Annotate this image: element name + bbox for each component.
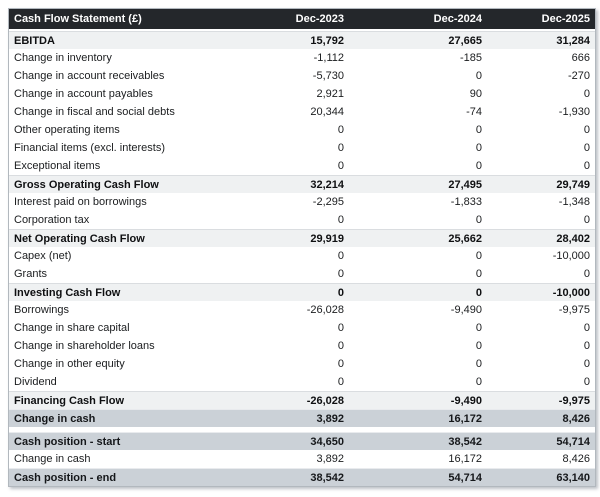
column-header-dec-2025: Dec-2025 — [541, 13, 590, 25]
row-value-dec-2025: -1,930 — [558, 106, 590, 118]
table-row — [9, 301, 595, 319]
row-value-dec-2024: 25,662 — [448, 232, 482, 245]
row-value-dec-2024: 16,172 — [448, 453, 482, 465]
row-value-dec-2024: 0 — [475, 214, 482, 226]
table-row — [9, 229, 595, 247]
row-value-dec-2024: 27,665 — [448, 34, 482, 47]
row-value-dec-2024: 0 — [475, 70, 482, 82]
row-value-dec-2023: 2,921 — [316, 88, 344, 100]
row-label: Net Operating Cash Flow — [14, 232, 145, 245]
row-label: Interest paid on borrowings — [14, 196, 147, 208]
row-value-dec-2025: 0 — [583, 160, 590, 172]
row-value-dec-2025: 0 — [583, 268, 590, 280]
table-row — [9, 283, 595, 301]
row-value-dec-2025: 0 — [583, 340, 590, 352]
column-header-dec-2024: Dec-2024 — [433, 13, 482, 25]
row-value-dec-2024: 16,172 — [448, 412, 482, 425]
row-value-dec-2024: 54,714 — [448, 471, 482, 484]
row-value-dec-2023: 34,650 — [310, 435, 344, 448]
row-label: Change in account payables — [14, 88, 153, 100]
row-value-dec-2023: 3,892 — [316, 453, 344, 465]
row-label: Financial items (excl. interests) — [14, 142, 165, 154]
row-value-dec-2025: 8,426 — [562, 412, 590, 425]
table-row — [9, 175, 595, 193]
row-label: Change in account receivables — [14, 70, 165, 82]
row-value-dec-2023: 0 — [337, 160, 344, 172]
row-value-dec-2024: 27,495 — [448, 178, 482, 191]
row-value-dec-2024: 0 — [475, 250, 482, 262]
row-value-dec-2024: 0 — [475, 376, 482, 388]
row-value-dec-2023: 32,214 — [310, 178, 344, 191]
table-row — [9, 121, 595, 139]
row-value-dec-2025: 28,402 — [556, 232, 590, 245]
row-label: Corporation tax — [14, 214, 90, 226]
column-header-dec-2023: Dec-2023 — [295, 13, 344, 25]
row-label: Change in inventory — [14, 52, 112, 64]
table-row — [9, 157, 595, 175]
row-value-dec-2023: 0 — [337, 340, 344, 352]
row-value-dec-2023: 0 — [337, 268, 344, 280]
row-value-dec-2023: 0 — [337, 124, 344, 136]
row-value-dec-2024: -1,833 — [450, 196, 482, 208]
row-value-dec-2025: 63,140 — [556, 471, 590, 484]
row-label: Change in other equity — [14, 358, 125, 370]
table-body — [9, 31, 595, 486]
row-value-dec-2025: -9,975 — [558, 304, 590, 316]
row-value-dec-2023: 0 — [337, 214, 344, 226]
row-value-dec-2025: 31,284 — [556, 34, 590, 47]
row-label: Financing Cash Flow — [14, 394, 125, 407]
row-value-dec-2025: 0 — [583, 358, 590, 370]
row-label: Change in share capital — [14, 322, 130, 334]
row-label: Other operating items — [14, 124, 120, 136]
row-value-dec-2025: 8,426 — [562, 453, 590, 465]
table-title: Cash Flow Statement (£) — [14, 13, 142, 25]
row-value-dec-2024: 0 — [475, 268, 482, 280]
table-row — [9, 450, 595, 468]
row-label: Exceptional items — [14, 160, 101, 172]
row-value-dec-2023: 29,919 — [310, 232, 344, 245]
row-label: Change in shareholder loans — [14, 340, 155, 352]
row-value-dec-2023: -1,112 — [313, 52, 344, 64]
table-row — [9, 373, 595, 391]
row-value-dec-2023: 20,344 — [310, 106, 344, 118]
row-value-dec-2024: -185 — [459, 52, 482, 64]
row-value-dec-2023: 38,542 — [310, 471, 344, 484]
cashflow-table — [8, 8, 596, 487]
row-label: Cash position - end — [14, 471, 117, 484]
row-value-dec-2025: 0 — [583, 124, 590, 136]
row-value-dec-2024: 0 — [475, 322, 482, 334]
row-value-dec-2023: -5,730 — [312, 70, 344, 82]
row-value-dec-2025: 0 — [583, 322, 590, 334]
row-value-dec-2024: -74 — [466, 106, 482, 118]
table-row — [9, 139, 595, 157]
row-value-dec-2024: 38,542 — [448, 435, 482, 448]
row-value-dec-2025: 54,714 — [556, 435, 590, 448]
row-value-dec-2023: -2,295 — [312, 196, 344, 208]
table-row — [9, 319, 595, 337]
row-value-dec-2025: -9,975 — [558, 394, 590, 407]
row-value-dec-2025: 666 — [571, 52, 590, 64]
row-value-dec-2025: 0 — [583, 88, 590, 100]
row-label: Dividend — [14, 376, 57, 388]
row-value-dec-2025: -10,000 — [552, 250, 590, 262]
row-value-dec-2023: -26,028 — [306, 394, 344, 407]
row-value-dec-2025: -10,000 — [552, 286, 590, 299]
row-value-dec-2024: 0 — [475, 124, 482, 136]
row-label: Change in cash — [14, 412, 96, 425]
row-label: Grants — [14, 268, 48, 280]
table-row — [9, 337, 595, 355]
row-value-dec-2024: -9,490 — [450, 394, 482, 407]
row-value-dec-2025: 29,749 — [556, 178, 590, 191]
row-value-dec-2023: 0 — [337, 142, 344, 154]
row-value-dec-2024: 90 — [469, 88, 482, 100]
table-row — [9, 49, 595, 67]
row-value-dec-2024: 0 — [475, 286, 482, 299]
row-label: Investing Cash Flow — [14, 286, 121, 299]
row-label: Cash position - start — [14, 435, 121, 448]
row-value-dec-2024: -9,490 — [450, 304, 482, 316]
table-row — [9, 391, 595, 409]
row-value-dec-2023: 0 — [337, 376, 344, 388]
row-value-dec-2023: 0 — [337, 250, 344, 262]
table-row — [9, 211, 595, 229]
table-row — [9, 432, 595, 450]
row-value-dec-2023: 0 — [337, 358, 344, 370]
table-row — [9, 409, 595, 427]
row-value-dec-2023: 15,792 — [310, 34, 344, 47]
row-value-dec-2024: 0 — [475, 142, 482, 154]
row-value-dec-2023: 0 — [337, 286, 344, 299]
table-header-row — [9, 9, 595, 29]
row-value-dec-2024: 0 — [475, 358, 482, 370]
row-value-dec-2024: 0 — [475, 160, 482, 172]
row-label: Change in cash — [14, 453, 91, 465]
row-label: Capex (net) — [14, 250, 72, 262]
table-row — [9, 85, 595, 103]
row-value-dec-2023: 3,892 — [316, 412, 344, 425]
row-value-dec-2023: 0 — [337, 322, 344, 334]
row-value-dec-2025: 0 — [583, 142, 590, 154]
row-value-dec-2023: -26,028 — [306, 304, 344, 316]
row-value-dec-2025: -1,348 — [558, 196, 590, 208]
row-label: Change in fiscal and social debts — [14, 106, 175, 118]
table-row — [9, 193, 595, 211]
table-row — [9, 67, 595, 85]
row-value-dec-2025: 0 — [583, 376, 590, 388]
table-row — [9, 468, 595, 486]
row-value-dec-2025: -270 — [567, 70, 590, 82]
row-label: Borrowings — [14, 304, 70, 316]
row-label: Gross Operating Cash Flow — [14, 178, 159, 191]
table-row — [9, 247, 595, 265]
table-row — [9, 265, 595, 283]
row-value-dec-2025: 0 — [583, 214, 590, 226]
row-label: EBITDA — [14, 34, 55, 47]
row-value-dec-2024: 0 — [475, 340, 482, 352]
table-row — [9, 31, 595, 49]
table-row — [9, 355, 595, 373]
table-row — [9, 103, 595, 121]
